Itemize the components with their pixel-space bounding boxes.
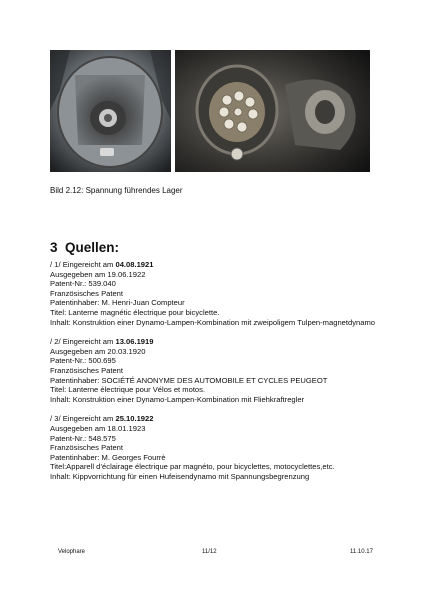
patent-number: Patent-Nr.: 548.575 bbox=[50, 433, 116, 443]
section-number: 3 bbox=[50, 240, 58, 255]
photo-bearing-right bbox=[175, 50, 370, 172]
patent-title: Titel: Lanterne magnétic électrique pour bicyclette. bbox=[50, 307, 220, 317]
section-title: Quellen: bbox=[65, 240, 120, 255]
received-date: 13.06.1919 bbox=[115, 337, 154, 347]
reference-id: / 2/ bbox=[50, 337, 61, 347]
figure-caption: Bild 2.12: Spannung führendes Lager bbox=[50, 186, 183, 195]
footer-date: 11.10.17 bbox=[350, 549, 373, 555]
patent-holder: Patentinhaber: SOCIÉTÉ ANONYME DES AUTOMOBILE ET CYCLES PEUGEOT bbox=[50, 375, 328, 385]
reference-id: / 1/ bbox=[50, 260, 61, 269]
received-date: 25.10.1922 bbox=[115, 414, 154, 424]
photo-bearing-left bbox=[50, 50, 171, 172]
received-date: 04.08.1921 bbox=[115, 260, 154, 269]
patent-content: Inhalt: Konstruktion einer Dynamo-Lampen-Kombination mit Fliehkraftregler bbox=[50, 394, 305, 404]
reference-item bbox=[50, 414, 380, 481]
patent-title: Titel:Apparell d’éclairage électrique par magnéto, pour bicyclettes, motocyclettes,etc. bbox=[50, 462, 335, 472]
patent-number: Patent-Nr.: 539.040 bbox=[50, 279, 116, 289]
reference-list bbox=[50, 260, 380, 491]
bearing-photo-left-image bbox=[50, 50, 171, 172]
reference-item bbox=[50, 337, 380, 404]
received-label: Eingereicht am bbox=[62, 337, 114, 347]
reference-id: / 3/ bbox=[50, 414, 61, 424]
patent-content: Inhalt: Konstruktion einer Dynamo-Lampen-Kombination mit zweipoligem Tulpen-magnetdynamo bbox=[50, 317, 376, 327]
patent-content: Inhalt: Kippvorrichtung für einen Hufeisendynamo mit Spannungsbegrenzung bbox=[50, 471, 310, 481]
issued-date: Ausgegeben am 19.06.1922 bbox=[50, 269, 146, 279]
reference-item bbox=[50, 260, 380, 327]
patent-country: Französisches Patent bbox=[50, 365, 124, 375]
patent-title: Titel: Lanterne électrique pour Vélos et motos. bbox=[50, 385, 206, 395]
footer-page-number: 11/12 bbox=[202, 549, 217, 555]
issued-date: Ausgegeben am 18.01.1923 bbox=[50, 423, 146, 433]
received-label: Eingereicht am bbox=[62, 414, 114, 424]
patent-holder: Patentinhaber: M. Henri-Juan Compteur bbox=[50, 298, 185, 308]
patent-number: Patent-Nr.: 500.695 bbox=[50, 356, 116, 366]
patent-holder: Patentinhaber: M. Georges Fourrè bbox=[50, 452, 166, 462]
footer-doc-name: Velophare bbox=[58, 549, 86, 555]
patent-country: Französisches Patent bbox=[50, 288, 124, 298]
received-label: Eingereicht am bbox=[62, 260, 114, 269]
patent-country: Französisches Patent bbox=[50, 443, 124, 453]
section-heading bbox=[50, 240, 119, 255]
issued-date: Ausgegeben am 20.03.1920 bbox=[50, 346, 146, 356]
bearing-photo-right-image bbox=[175, 50, 370, 172]
